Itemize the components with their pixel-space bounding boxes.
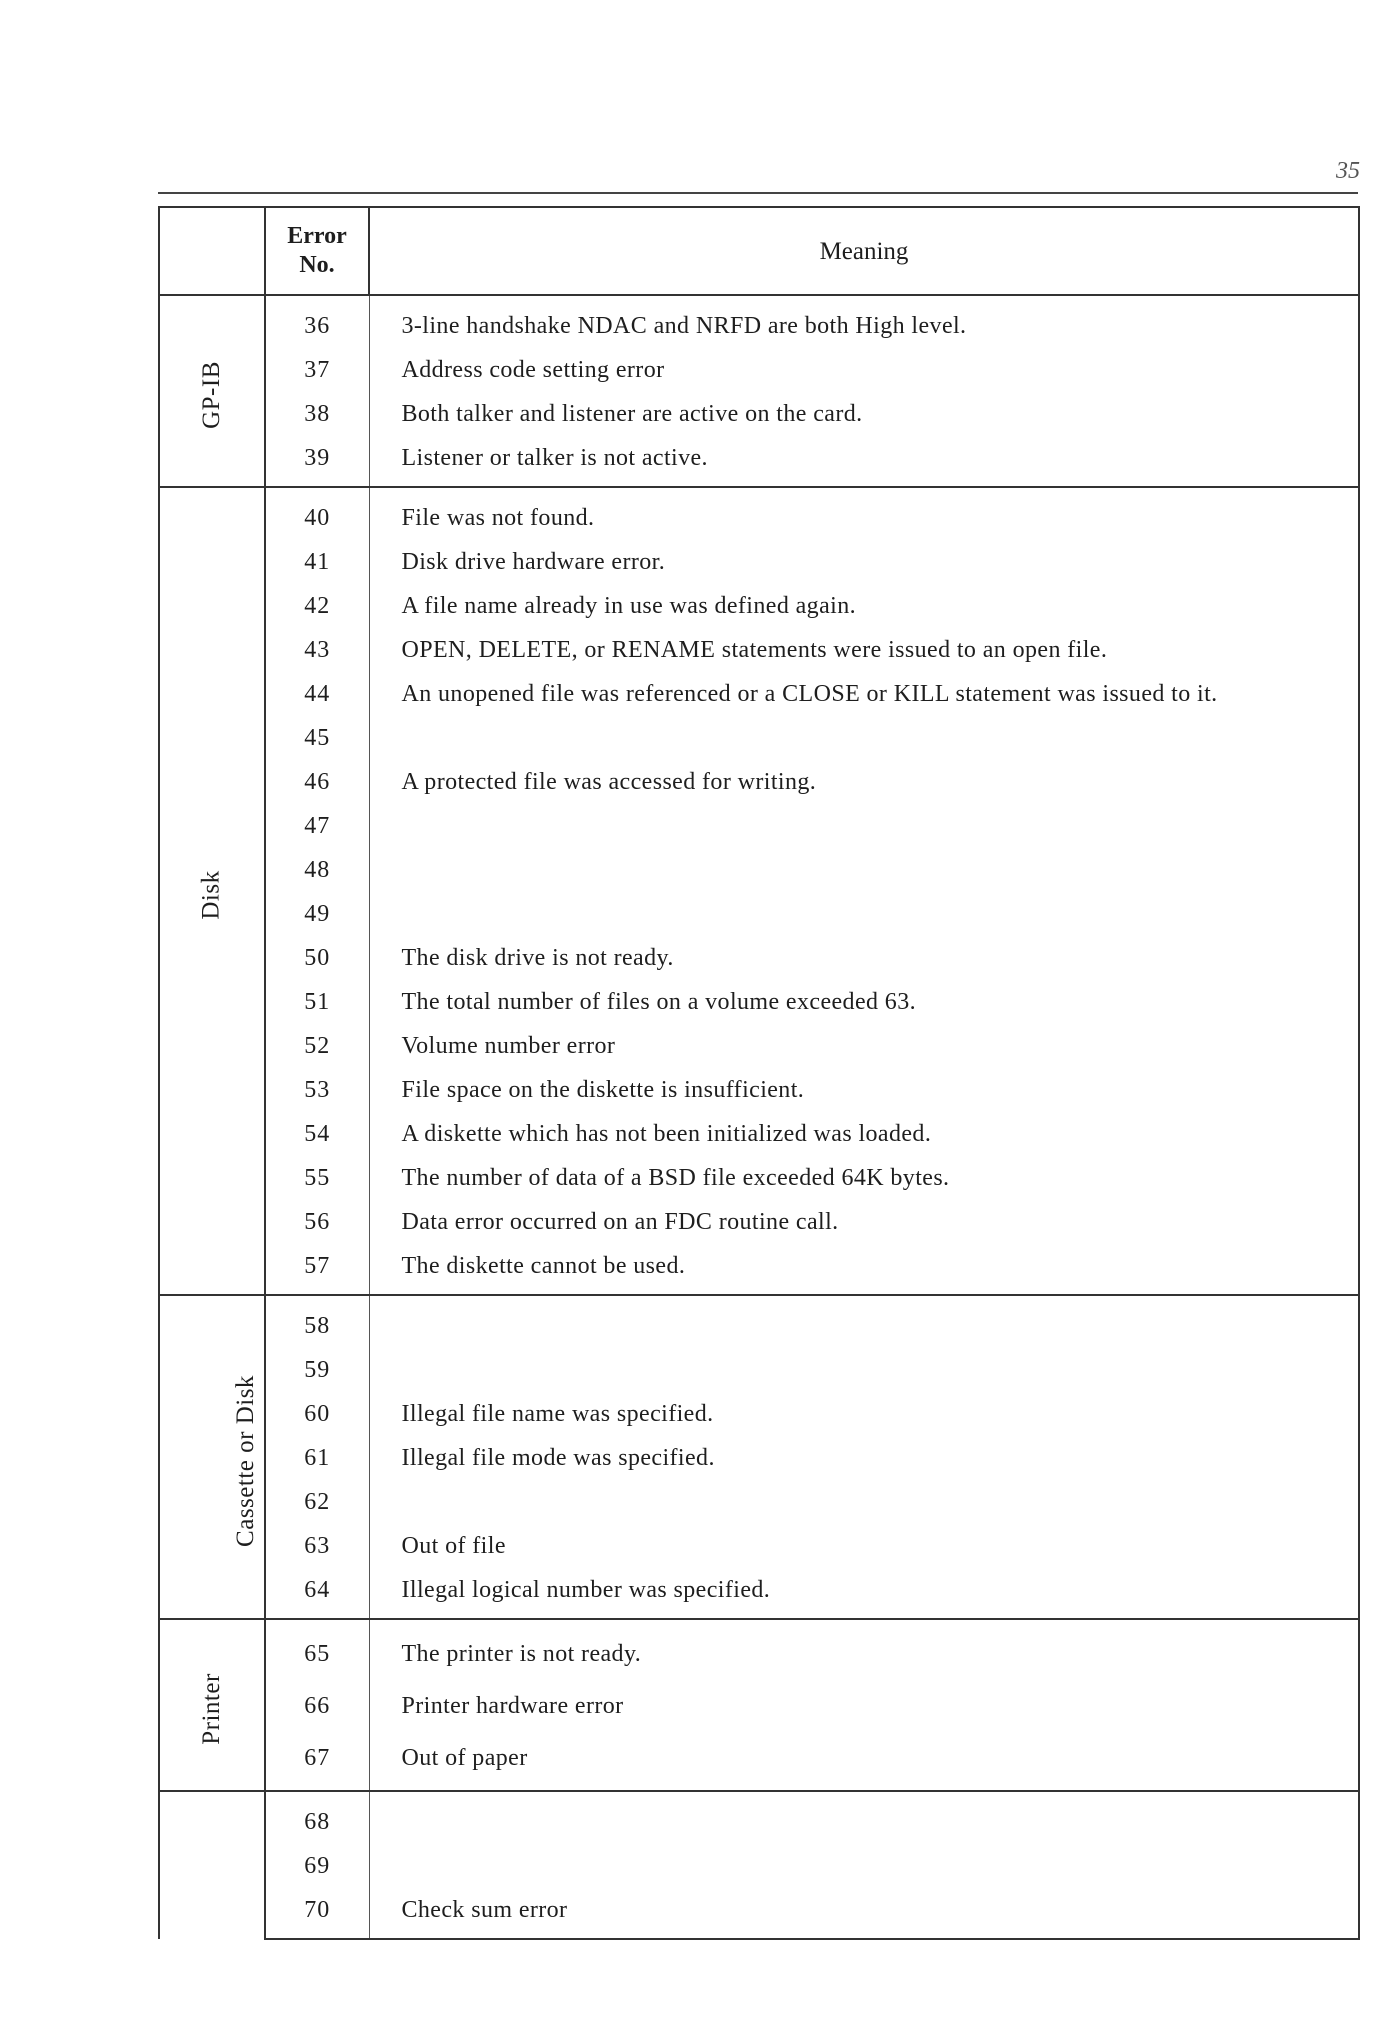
- error-meaning: The printer is not ready.: [369, 1619, 1359, 1680]
- error-meaning: A diskette which has not been initialized was loaded.: [369, 1112, 1359, 1156]
- error-number: 54: [265, 1112, 369, 1156]
- error-meaning: [369, 1348, 1359, 1392]
- table-row: [159, 716, 1359, 760]
- table-row: [159, 1392, 1359, 1436]
- table-header-row: [159, 207, 1359, 295]
- error-meaning: Out of file: [369, 1524, 1359, 1568]
- group-cell: [159, 487, 265, 1295]
- error-number: 44: [265, 672, 369, 716]
- group-label: Cassette or Disk: [231, 1375, 259, 1547]
- table-row: [159, 1244, 1359, 1295]
- error-no-header: Error No.: [265, 207, 369, 295]
- error-number: 64: [265, 1568, 369, 1619]
- table-row: [159, 295, 1359, 348]
- table-row: [159, 487, 1359, 540]
- error-meaning: Both talker and listener are active on the card.: [369, 392, 1359, 436]
- page-number: 35: [1336, 158, 1360, 184]
- table-row: [159, 848, 1359, 892]
- table-row: [159, 804, 1359, 848]
- error-number: 53: [265, 1068, 369, 1112]
- table-row: [159, 1200, 1359, 1244]
- table-row: [159, 1888, 1359, 1939]
- error-number: 46: [265, 760, 369, 804]
- group-cell: [159, 295, 265, 487]
- error-number: 67: [265, 1732, 369, 1791]
- table-row: [159, 540, 1359, 584]
- error-number: 45: [265, 716, 369, 760]
- error-meaning: [369, 716, 1359, 760]
- error-number: 48: [265, 848, 369, 892]
- error-number: 47: [265, 804, 369, 848]
- error-number: 59: [265, 1348, 369, 1392]
- error-meaning: Address code setting error: [369, 348, 1359, 392]
- error-meaning: File was not found.: [369, 487, 1359, 540]
- error-number: 70: [265, 1888, 369, 1939]
- error-meaning: Volume number error: [369, 1024, 1359, 1068]
- error-number: 60: [265, 1392, 369, 1436]
- table-row: [159, 760, 1359, 804]
- group-label: GP-IB: [197, 361, 225, 429]
- error-meaning: The diskette cannot be used.: [369, 1244, 1359, 1295]
- error-number: 38: [265, 392, 369, 436]
- error-number: 37: [265, 348, 369, 392]
- table-row: [159, 436, 1359, 487]
- table-row: [159, 980, 1359, 1024]
- table-row: [159, 1619, 1359, 1680]
- error-meaning: File space on the diskette is insufficient.: [369, 1068, 1359, 1112]
- error-number: 43: [265, 628, 369, 672]
- table-row: [159, 1568, 1359, 1619]
- error-number: 51: [265, 980, 369, 1024]
- error-meaning: [369, 848, 1359, 892]
- error-number: 65: [265, 1619, 369, 1680]
- table-row: [159, 672, 1359, 716]
- error-meaning: An unopened file was referenced or a CLOSE or KILL statement was issued to it.: [369, 672, 1359, 716]
- error-meaning: The disk drive is not ready.: [369, 936, 1359, 980]
- error-meaning: Illegal logical number was specified.: [369, 1568, 1359, 1619]
- group-column-header: [159, 207, 265, 295]
- error-number: 69: [265, 1844, 369, 1888]
- error-meaning: 3-line handshake NDAC and NRFD are both High level.: [369, 295, 1359, 348]
- error-number: 63: [265, 1524, 369, 1568]
- table-row: [159, 1480, 1359, 1524]
- error-number: 58: [265, 1295, 369, 1348]
- error-meaning: [369, 1844, 1359, 1888]
- table-row: [159, 584, 1359, 628]
- table-row: [159, 1348, 1359, 1392]
- table-row: [159, 628, 1359, 672]
- error-meaning: [369, 892, 1359, 936]
- error-number: 52: [265, 1024, 369, 1068]
- error-number: 55: [265, 1156, 369, 1200]
- table-row: [159, 936, 1359, 980]
- group-cell: [159, 1295, 265, 1619]
- error-meaning: The total number of files on a volume exceeded 63.: [369, 980, 1359, 1024]
- group-cell: [159, 1791, 265, 1939]
- error-meaning: Out of paper: [369, 1732, 1359, 1791]
- meaning-header: Meaning: [369, 207, 1359, 295]
- table-row: [159, 1791, 1359, 1844]
- error-number: 56: [265, 1200, 369, 1244]
- group-label: Disk: [197, 870, 225, 920]
- error-meaning: Printer hardware error: [369, 1680, 1359, 1732]
- table-row: [159, 1732, 1359, 1791]
- error-meaning: Illegal file mode was specified.: [369, 1436, 1359, 1480]
- error-number: 41: [265, 540, 369, 584]
- table-row: [159, 1068, 1359, 1112]
- error-meaning: A protected file was accessed for writing.: [369, 760, 1359, 804]
- error-number: 66: [265, 1680, 369, 1732]
- error-code-table: [158, 206, 1360, 1940]
- table-row: [159, 1024, 1359, 1068]
- group-cell: [159, 1619, 265, 1791]
- table-row: [159, 348, 1359, 392]
- error-number: 50: [265, 936, 369, 980]
- error-number: 39: [265, 436, 369, 487]
- error-number: 57: [265, 1244, 369, 1295]
- error-number: 68: [265, 1791, 369, 1844]
- error-meaning: Listener or talker is not active.: [369, 436, 1359, 487]
- error-meaning: [369, 1480, 1359, 1524]
- error-number: 42: [265, 584, 369, 628]
- table-row: [159, 1844, 1359, 1888]
- error-meaning: The number of data of a BSD file exceeded 64K bytes.: [369, 1156, 1359, 1200]
- error-meaning: OPEN, DELETE, or RENAME statements were issued to an open file.: [369, 628, 1359, 672]
- table-row: [159, 1524, 1359, 1568]
- table-row: [159, 1112, 1359, 1156]
- group-label: Printer: [197, 1673, 225, 1745]
- table-row: [159, 892, 1359, 936]
- error-meaning: [369, 1295, 1359, 1348]
- error-meaning: [369, 804, 1359, 848]
- error-number: 62: [265, 1480, 369, 1524]
- table-body: [159, 295, 1359, 1939]
- table-row: [159, 392, 1359, 436]
- top-rule: [158, 192, 1358, 194]
- error-number: 36: [265, 295, 369, 348]
- error-meaning: A file name already in use was defined again.: [369, 584, 1359, 628]
- table-row: [159, 1680, 1359, 1732]
- error-meaning: [369, 1791, 1359, 1844]
- error-meaning: Data error occurred on an FDC routine call.: [369, 1200, 1359, 1244]
- error-number: 40: [265, 487, 369, 540]
- error-meaning: Disk drive hardware error.: [369, 540, 1359, 584]
- error-meaning: Illegal file name was specified.: [369, 1392, 1359, 1436]
- error-number: 61: [265, 1436, 369, 1480]
- table-row: [159, 1156, 1359, 1200]
- error-number: 49: [265, 892, 369, 936]
- table-row: [159, 1436, 1359, 1480]
- table-row: [159, 1295, 1359, 1348]
- error-meaning: Check sum error: [369, 1888, 1359, 1939]
